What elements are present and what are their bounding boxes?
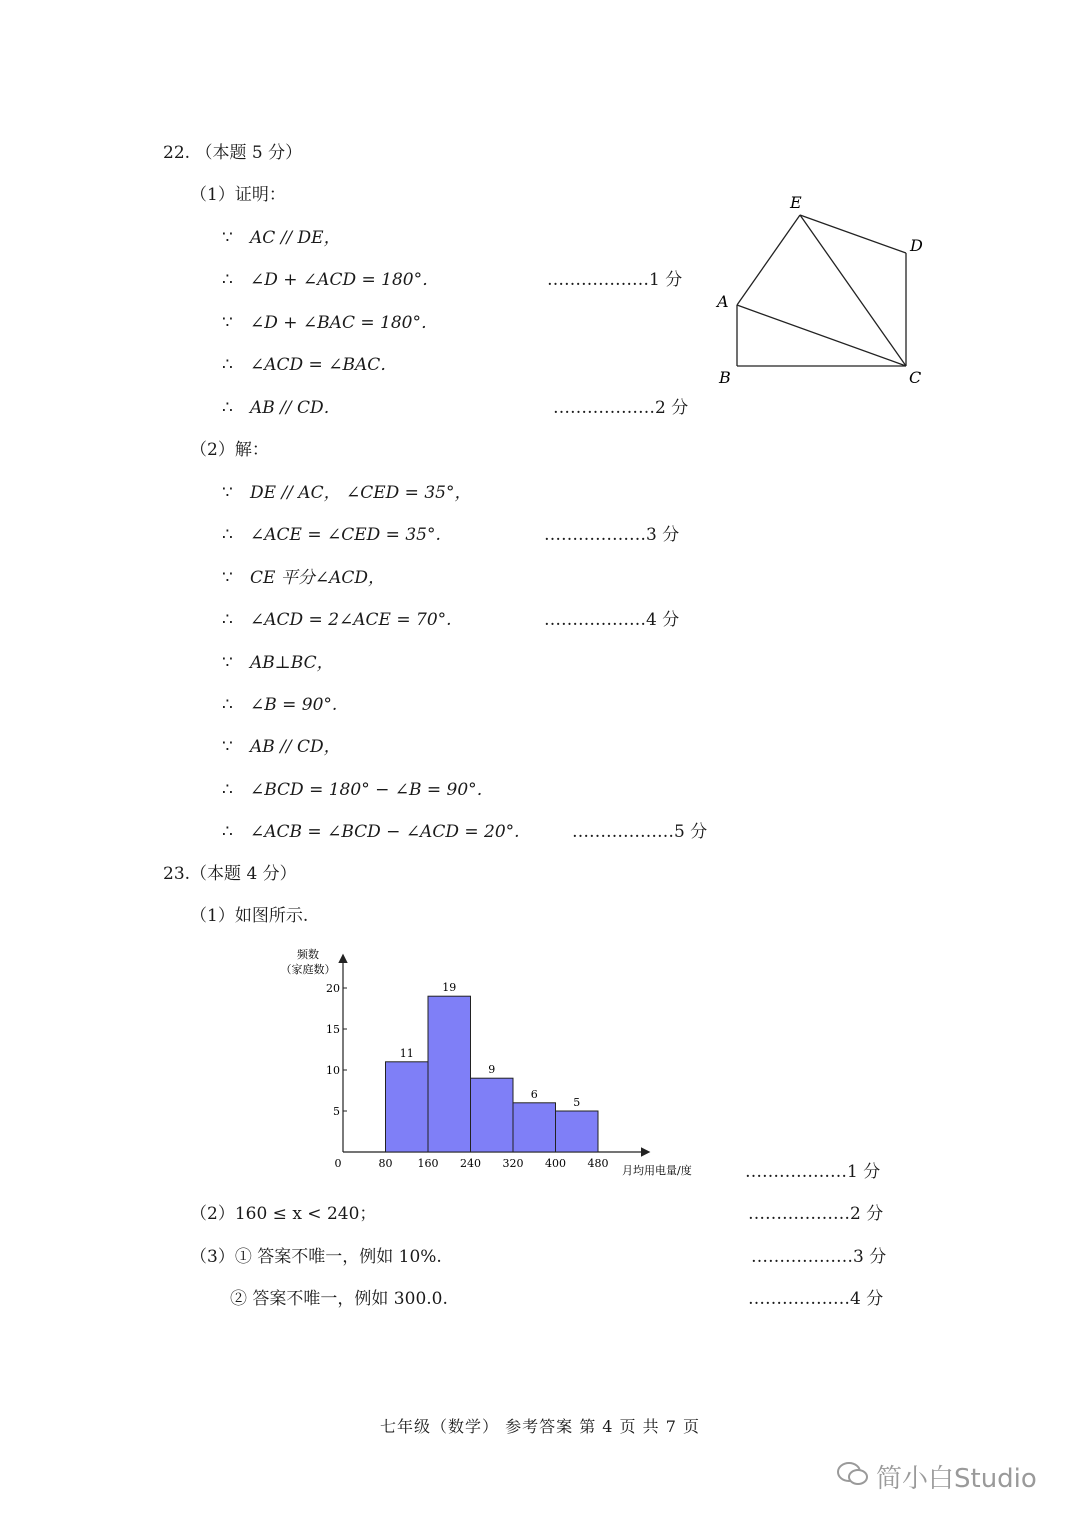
segment-ae <box>737 215 800 305</box>
y-tick-label: 5 <box>333 1105 340 1118</box>
q22-part2-statement: ∠ACE = ∠CED = 35°. <box>250 525 441 545</box>
q22-part2-label: （2）解： <box>190 440 269 460</box>
histogram-chart <box>270 940 730 1185</box>
x-tick-label: 240 <box>460 1157 481 1170</box>
q22-part2-symbol: ∴ <box>222 525 233 545</box>
q22-part2-statement: AB⊥BC， <box>250 653 334 673</box>
q22-part2-symbol: ∵ <box>222 568 233 588</box>
bar-value-label: 19 <box>442 981 457 995</box>
q22-part2-score: ………………4 分 <box>544 610 680 630</box>
label-c: C <box>909 368 922 387</box>
q22-part2-statement: ∠B = 90°. <box>250 695 338 715</box>
q22-part1-score: ………………1 分 <box>547 270 683 290</box>
q22-part2-score: ………………5 分 <box>572 822 708 842</box>
x-tick-label: 160 <box>417 1157 439 1170</box>
q22-part2-symbol: ∵ <box>222 737 233 757</box>
watermark <box>836 1458 1037 1495</box>
q22-part1-symbol: ∴ <box>222 355 233 375</box>
q22-part1-statement: AC // DE， <box>250 228 341 248</box>
histogram-bar <box>556 1111 599 1152</box>
label-a: A <box>717 292 729 311</box>
q22-part1-symbol: ∴ <box>222 398 233 418</box>
bar-value-label: 11 <box>399 1046 414 1060</box>
watermark-text: 简小白Studio <box>876 1464 1037 1494</box>
q22-part1-symbol: ∵ <box>222 228 233 248</box>
q23-part3a: （3）① 答案不唯一，例如 10%. <box>190 1247 442 1267</box>
q22-part2-score: ………………3 分 <box>544 525 680 545</box>
q22-part2-statement: ∠BCD = 180° − ∠B = 90°． <box>250 780 494 800</box>
chart-ylabel-line2: （家庭数） <box>280 963 336 976</box>
page-footer: 七年级（数学） 参考答案 第 4 页 共 7 页 <box>380 1417 700 1436</box>
chart-xlabel: 月均用电量/度 <box>622 1164 692 1177</box>
q23-part3a-score: ………………3 分 <box>751 1247 887 1267</box>
q22-part2-statement: ∠ACB = ∠BCD − ∠ACD = 20°. <box>250 822 520 842</box>
q22-part1-symbol: ∴ <box>222 270 233 290</box>
q22-part1-statement: ∠D + ∠BAC = 180°． <box>250 313 438 333</box>
histogram-bar <box>428 996 471 1152</box>
histogram-bar <box>471 1078 514 1152</box>
q23-part3b-score: ………………4 分 <box>748 1289 884 1309</box>
label-d: D <box>910 236 923 255</box>
segment-ac <box>737 305 906 366</box>
q22-part2-symbol: ∴ <box>222 822 233 842</box>
q22-header: 22. （本题 5 分） <box>163 143 303 163</box>
histogram-bar <box>513 1103 556 1152</box>
chart-ylabel-line1: 频数 <box>297 948 319 961</box>
x-tick-label: 0 <box>334 1157 342 1170</box>
y-tick-label: 10 <box>326 1064 340 1077</box>
label-b: B <box>719 368 731 387</box>
q23-part1: （1）如图所示. <box>190 906 309 926</box>
q22-part2-symbol: ∴ <box>222 780 233 800</box>
q23-header: 23.（本题 4 分） <box>163 864 297 884</box>
q22-part1-statement: ∠D + ∠ACD = 180°． <box>250 270 440 290</box>
q22-part2-symbol: ∵ <box>222 653 233 673</box>
q22-part2-symbol: ∵ <box>222 483 233 503</box>
q22-part1-label: （1）证明： <box>190 185 286 205</box>
q22-part2-statement: DE // AC， ∠CED = 35°， <box>250 483 472 503</box>
q23-part1-score: ………………1 分 <box>745 1162 881 1182</box>
x-tick-label: 480 <box>587 1157 609 1170</box>
q23-part3b: ② 答案不唯一，例如 300.0. <box>230 1289 448 1309</box>
wechat-icon <box>836 1461 870 1494</box>
q22-part2-symbol: ∴ <box>222 610 233 630</box>
q23-part2-score: ………………2 分 <box>748 1204 884 1224</box>
bar-value-label: 9 <box>488 1063 496 1077</box>
label-e: E <box>790 193 802 212</box>
q22-part2-statement: ∠ACD = 2∠ACE = 70°. <box>250 610 452 630</box>
q22-part1-statement: AB // CD． <box>250 398 341 418</box>
q22-part2-statement: AB // CD， <box>250 737 341 757</box>
bar-value-label: 6 <box>530 1087 538 1101</box>
segment-ed <box>800 215 906 253</box>
histogram-bar <box>386 1062 429 1152</box>
segment-ec <box>800 215 906 366</box>
q22-part1-symbol: ∵ <box>222 313 233 333</box>
y-tick-label: 20 <box>326 982 340 995</box>
bar-value-label: 5 <box>573 1096 581 1109</box>
x-tick-label: 80 <box>378 1157 393 1170</box>
x-tick-label: 400 <box>545 1157 566 1170</box>
x-tick-label: 320 <box>502 1157 524 1170</box>
q22-part1-statement: ∠ACD = ∠BAC． <box>250 355 398 375</box>
q23-part2: （2）160 ≤ x < 240； <box>190 1204 377 1224</box>
q22-part1-score: ………………2 分 <box>553 398 689 418</box>
y-tick-label: 15 <box>326 1023 340 1036</box>
q22-part2-symbol: ∴ <box>222 695 233 715</box>
geometry-figure <box>700 185 940 395</box>
q22-part2-statement: CE 平分∠ACD， <box>250 568 385 588</box>
